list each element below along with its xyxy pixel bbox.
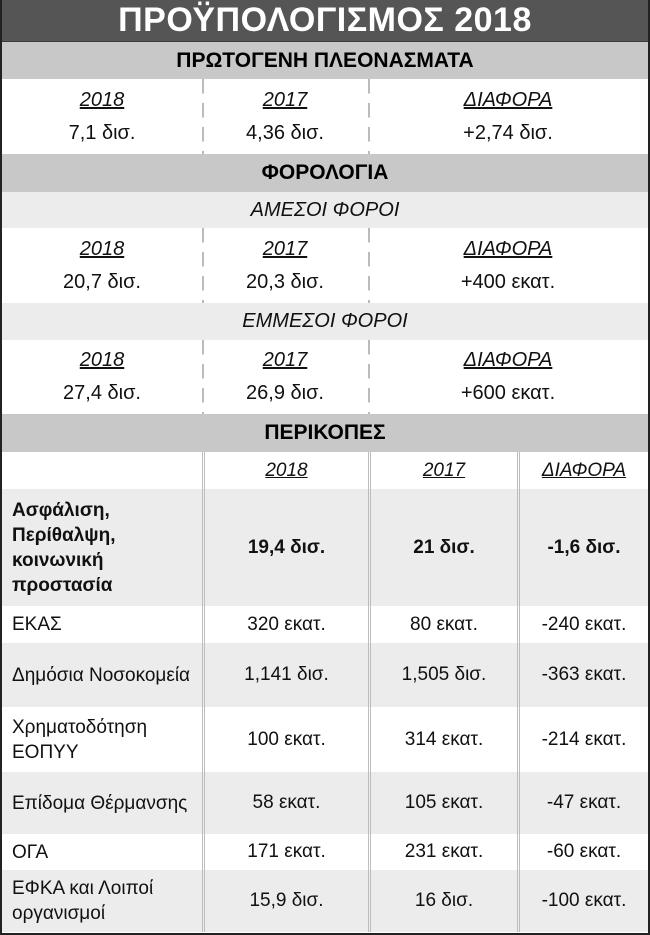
value-2018: 320 εκατ.	[202, 606, 368, 643]
value-cell: 20,7 δισ.	[63, 270, 141, 293]
col-difference	[368, 228, 648, 303]
value-2018: 58 εκατ.	[202, 772, 368, 834]
value-cell: 20,3 δισ.	[246, 270, 324, 293]
value-2017: 231 εκατ.	[368, 834, 517, 870]
column-header: ΔΙΑΦΟΡΑ	[463, 237, 553, 260]
section-cuts: ΠΕΡΙΚΟΠΕΣ	[2, 414, 648, 452]
value-difference: -1,6 δισ.	[517, 489, 648, 606]
column-header: 2017	[262, 88, 308, 111]
value-difference: -60 εκατ.	[517, 834, 648, 870]
value-cell: 26,9 δισ.	[246, 382, 324, 404]
row-label: Ασφάλιση, Περίθαλψη, κοινωνική προστασία	[2, 489, 202, 606]
column-header: 2018	[79, 88, 125, 111]
col-2017	[202, 228, 368, 303]
value-difference: -47 εκατ.	[517, 772, 648, 834]
value-2018: 1,141 δισ.	[202, 643, 368, 707]
col-2018	[2, 79, 202, 154]
section-primary-surplus: ΠΡΩΤΟΓΕΝΗ ΠΛΕΟΝΑΣΜΑΤΑ	[2, 42, 648, 79]
value-difference: -214 εκατ.	[517, 707, 648, 772]
value-difference: -100 εκατ.	[517, 870, 648, 932]
value-cell: +2,74 δισ.	[463, 121, 553, 144]
column-header: 2017	[262, 237, 308, 260]
value-2018: 171 εκατ.	[202, 834, 368, 870]
value-cell: 4,36 δισ.	[246, 121, 324, 144]
column-header: ΔΙΑΦΟΡΑ	[463, 349, 553, 371]
col-2017	[202, 79, 368, 154]
col-difference	[368, 79, 648, 154]
column-header: ΔΙΑΦΟΡΑ	[463, 88, 553, 111]
value-cell: +400 εκατ.	[460, 270, 556, 293]
col-2017	[202, 340, 368, 414]
subsection-direct-taxes: ΑΜΕΣΟΙ ΦΟΡΟΙ	[2, 192, 648, 228]
column-header-difference	[517, 452, 648, 489]
subsection-indirect-taxes: ΕΜΜΕΣΟΙ ΦΟΡΟΙ	[2, 303, 648, 340]
row-label: Επίδομα Θέρμανσης	[2, 772, 202, 834]
section-taxation: ΦΟΡΟΛΟΓΙΑ	[2, 154, 648, 192]
column-header-label: ΔΙΑΦΟΡΑ	[541, 459, 627, 481]
value-2017: 21 δισ.	[368, 489, 517, 606]
value-difference: -240 εκατ.	[517, 606, 648, 643]
value-2017: 105 εκατ.	[368, 772, 517, 834]
value-2017: 80 εκατ.	[368, 606, 517, 643]
value-difference: -363 εκατ.	[517, 643, 648, 707]
value-cell: 27,4 δισ.	[63, 382, 141, 404]
column-header: 2018	[79, 237, 125, 260]
row-label: Δημόσια Νοσοκομεία	[2, 643, 202, 707]
page-title: ΠΡΟΫΠΟΛΟΓΙΣΜΟΣ 2018	[2, 0, 648, 42]
col-2018	[2, 228, 202, 303]
value-2017: 1,505 δισ.	[368, 643, 517, 707]
value-2018: 15,9 δισ.	[202, 870, 368, 932]
column-header-2017	[368, 452, 517, 489]
value-cell: +600 εκατ.	[460, 382, 556, 404]
col-2018	[2, 340, 202, 414]
column-header-label: 2017	[422, 459, 466, 481]
value-2017: 16 δισ.	[368, 870, 517, 932]
value-2018: 100 εκατ.	[202, 707, 368, 772]
column-header: 2017	[262, 349, 308, 371]
direct-taxes-table	[2, 228, 648, 303]
indirect-taxes-table	[2, 340, 648, 414]
col-difference	[368, 340, 648, 414]
primary-surplus-table	[2, 79, 648, 154]
value-2017: 314 εκατ.	[368, 707, 517, 772]
row-label: Χρηματοδότηση ΕΟΠΥΥ	[12, 716, 148, 763]
value-cell: 7,1 δισ.	[68, 121, 136, 144]
value-2018: 19,4 δισ.	[202, 489, 368, 606]
column-header-2018	[202, 452, 368, 489]
column-header: 2018	[79, 349, 125, 371]
cuts-table	[2, 452, 648, 932]
row-label: ΟΓΑ	[12, 841, 49, 863]
column-header-empty	[2, 452, 202, 489]
row-label: ΕΦΚΑ και Λοιποί οργανισμοί	[2, 870, 202, 932]
column-header-label: 2018	[265, 459, 308, 481]
row-label: ΕΚΑΣ	[12, 614, 62, 635]
